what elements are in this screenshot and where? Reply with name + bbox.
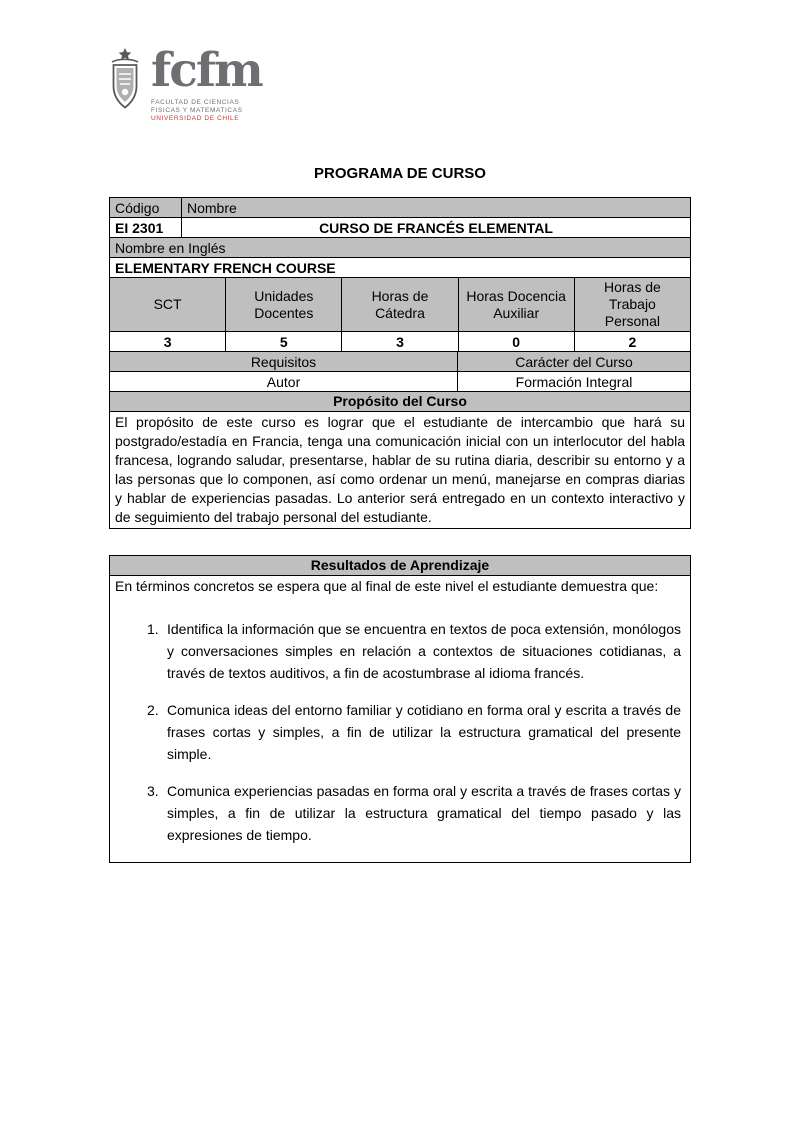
resultados-intro: En términos concretos se espera que al final de este nivel el estudiante demuestra que: xyxy=(115,578,659,594)
nombre-ingles-label: Nombre en Inglés xyxy=(110,238,691,258)
nombre-label: Nombre xyxy=(182,198,691,218)
resultados-content xyxy=(110,576,691,863)
requisitos-label: Requisitos xyxy=(110,352,458,372)
horas-catedra-value: 3 xyxy=(342,332,458,352)
fcfm-wordmark: fcfm xyxy=(151,43,262,98)
logo-text-block xyxy=(151,45,262,123)
section-gap xyxy=(109,529,691,556)
nombre-value: CURSO DE FRANCÉS ELEMENTAL xyxy=(182,218,691,238)
credits-hours-table xyxy=(109,277,691,352)
unidades-docentes-header: Unidades Docentes xyxy=(226,278,342,332)
proposito-header: Propósito del Curso xyxy=(110,392,691,412)
outcome-text: Identifica la información que se encuentra en textos de poca extensión, monólogos y conversaciones simples en relación a contextos de situaciones cotidianas, a través de textos auditivos, a fin de acostumbrase al idioma francés. xyxy=(167,621,681,681)
document-title: PROGRAMA DE CURSO xyxy=(314,165,486,182)
universidad-de-chile-crest-icon xyxy=(107,47,143,119)
outcome-text: Comunica ideas del entorno familiar y cotidiano en forma oral y escrita a través de frases cortas y simples, a fin de utilizar la estructura gramatical del presente simple. xyxy=(167,702,681,762)
caracter-value: Formación Integral xyxy=(458,372,691,392)
horas-docencia-auxiliar-header: Horas Docencia Auxiliar xyxy=(458,278,574,332)
requisites-table xyxy=(109,351,691,392)
logo-caption-line-2: FISICAS Y MATEMATICAS xyxy=(151,107,243,114)
course-id-table xyxy=(109,197,691,238)
outcome-number: 1. xyxy=(147,621,159,637)
document-page xyxy=(109,0,691,863)
codigo-label: Código xyxy=(110,198,182,218)
sct-header: SCT xyxy=(110,278,226,332)
fcfm-logo xyxy=(107,45,691,133)
outcome-number: 3. xyxy=(147,783,159,799)
purpose-table xyxy=(109,391,691,529)
learning-outcomes-table xyxy=(109,555,691,863)
nombre-ingles-value: ELEMENTARY FRENCH COURSE xyxy=(110,258,691,278)
outcome-number: 2. xyxy=(147,702,159,718)
outcome-item xyxy=(147,780,681,846)
english-name-table xyxy=(109,237,691,278)
logo-caption xyxy=(151,99,262,123)
caracter-label: Carácter del Curso xyxy=(458,352,691,372)
logo-caption-line-1: FACULTAD DE CIENCIAS xyxy=(151,99,240,106)
horas-docencia-auxiliar-value: 0 xyxy=(458,332,574,352)
unidades-docentes-value: 5 xyxy=(226,332,342,352)
proposito-text: El propósito de este curso es lograr que el estudiante de intercambio que hará su postgrado/estadía en Francia, tenga una comunicación inicial con un interlocutor del habla francesa, logrando saludar, presentarse, hablar de su rutina diaria, describir su entorno y a las personas que lo componen, así como ordenar un menú, manejarse en compras diarias y hablar de experiencias pasadas. Lo anterior será entregado en un contexto interactivo y de seguimiento del trabajo personal del estudiante. xyxy=(110,412,691,529)
outcome-item xyxy=(147,699,681,765)
outcome-text: Comunica experiencias pasadas en forma oral y escrita a través de frases cortas y simples, a fin de utilizar la estructura gramatical del tiempo pasado y las expresiones de tiempo. xyxy=(167,783,681,843)
sct-value: 3 xyxy=(110,332,226,352)
horas-trabajo-personal-value: 2 xyxy=(574,332,690,352)
logo-caption-line-3: UNIVERSIDAD DE CHILE xyxy=(151,115,240,122)
requisitos-value: Autor xyxy=(110,372,458,392)
horas-catedra-header: Horas de Cátedra xyxy=(342,278,458,332)
outcome-item xyxy=(147,618,681,684)
codigo-value: EI 2301 xyxy=(110,218,182,238)
horas-trabajo-personal-header: Horas de Trabajo Personal xyxy=(574,278,690,332)
resultados-header: Resultados de Aprendizaje xyxy=(110,556,691,576)
